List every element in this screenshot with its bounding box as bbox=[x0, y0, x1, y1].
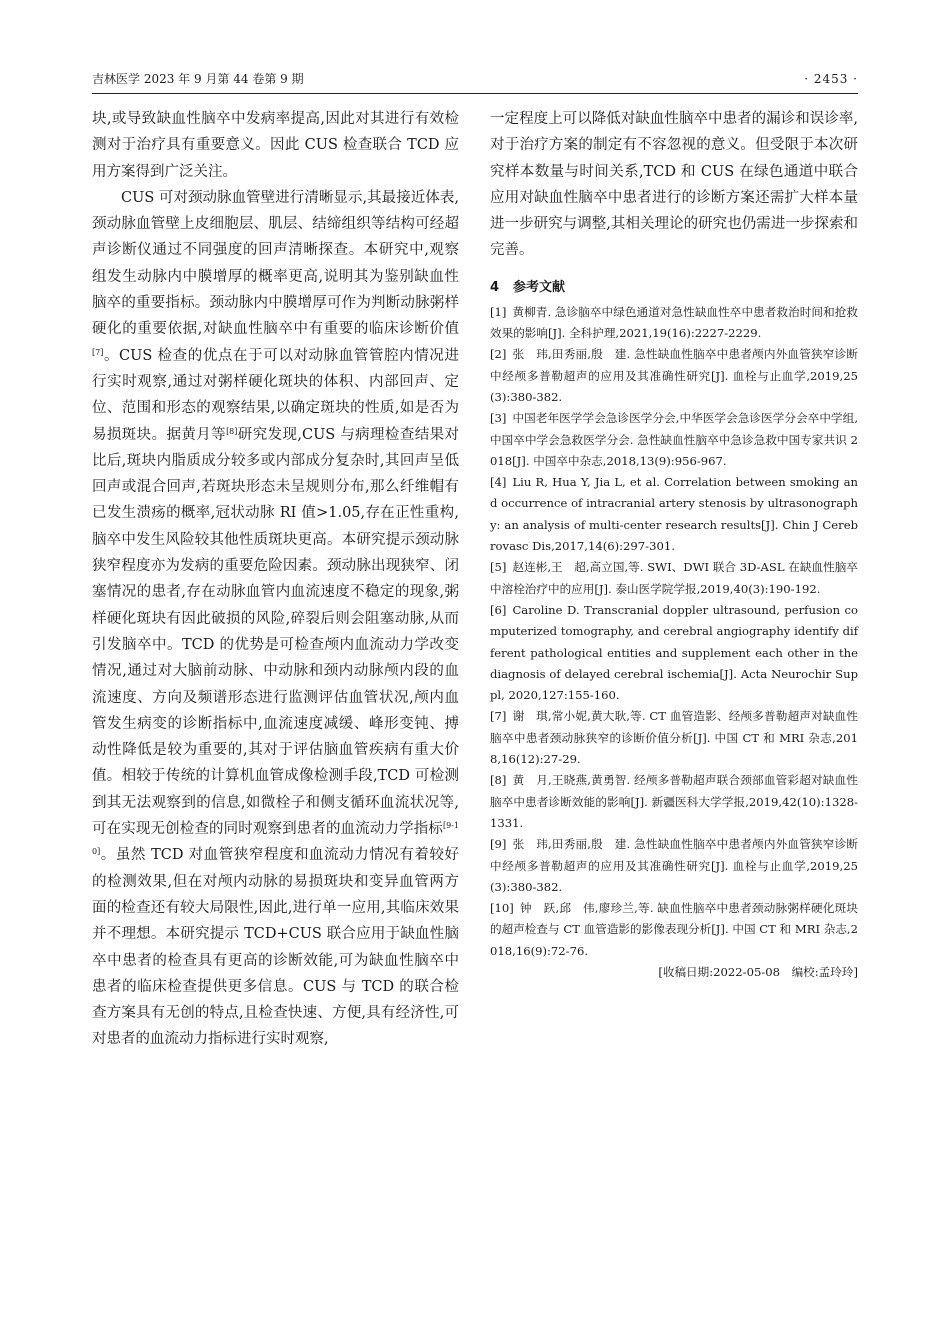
journal-info: 吉林医学 2023 年 9 月第 44 卷第 9 期 bbox=[92, 72, 304, 86]
reference-item bbox=[490, 600, 858, 706]
reference-item bbox=[490, 302, 858, 345]
reference-index: [9] bbox=[490, 837, 507, 852]
citation-marker: [7] bbox=[92, 347, 104, 357]
reference-item bbox=[490, 770, 858, 834]
reference-text: 钟 跃,邱 伟,廖珍兰,等. 缺血性脑卒中患者颈动脉粥样硬化斑块的超声检查与 CT 血管造影的影像表现分析[J]. 中国 CT 和 MRI 杂志,2018,16(9):72-76. bbox=[490, 901, 858, 958]
reference-item bbox=[490, 408, 858, 472]
reference-item bbox=[490, 898, 858, 962]
citation-marker: [9-10] bbox=[92, 821, 459, 857]
reference-item bbox=[490, 706, 858, 770]
reference-text: 中国老年医学学会急诊医学分会,中华医学会急诊医学分会卒中学组,中国卒中学会急救医学分会. 急性缺血性脑卒中急诊急救中国专家共识 2018[J]. 中国卒中杂志,2018,13(9):956-967. bbox=[490, 411, 858, 468]
reference-text: 谢 琪,常小妮,黄大耿,等. CT 血管造影、经颅多普勒超声对缺血性脑卒中患者颈动脉狭窄的诊断价值分析[J]. 中国 CT 和 MRI 杂志,2018,16(12):27-29. bbox=[490, 709, 858, 767]
body-paragraph-continued: 块,或导致缺血性脑卒中发病率提高,因此对其进行有效检测对于治疗具有重要意义。因此 CUS 检查联合 TCD 应用方案得到广泛关注。 bbox=[92, 111, 459, 180]
citation-marker: [8] bbox=[226, 426, 238, 436]
reference-index: [10] bbox=[490, 901, 514, 916]
references-heading bbox=[490, 278, 858, 298]
reference-index: [6] bbox=[490, 602, 507, 617]
reference-index: [1] bbox=[490, 304, 507, 319]
paragraph-text: 。虽然 TCD 对血管狭窄程度和血流动力情况有着较好的检测效果,但在对颅内动脉的易损斑块和变异血管两方面的检查还有较大局限性,因此,进行单一应用,其临床效果并不理想。本研究提示 TCD+CUS 联合应用于缺血性脑卒中患者的检查具有更高的诊断效能,可为缺血性脑卒中患者的临床检查提供更多信息。CUS 与 TCD 的联合检查方案具有无创的特点,且检查快速、方便,具有经济性,可对患者的血流动力指标进行实时观察, bbox=[92, 847, 459, 1048]
reference-text: Caroline D. Transcranial doppler ultrasound, perfusion computerized tomography, and cerebral angiography identify different pathological entities and supplement each other in the diagnosis of delayed cerebral ischemia[J]. Acta Neurochir Suppl, 2020,127:155-160. bbox=[490, 602, 858, 703]
page-number: · 2453 · bbox=[804, 72, 858, 86]
reference-list bbox=[490, 302, 858, 962]
paragraph-text: 研究发现,CUS 与病理检查结果对比后,斑块内脂质成分较多或内部成分复杂时,其回声呈低回声或混合回声,若斑块形态未呈规则分布,那么纤维帽有已发生溃疡的概率,冠状动脉 RI 值>1.05,存在正性重构,脑卒中发生风险较其他性质斑块更高。本研究提示颈动脉狭窄程度亦为发病的重要危险因素。颈动脉出现狭窄、闭塞情况的患者,存在动脉血管内血流速度不稳定的现象,粥样硬化斑块有因此破损的风险,碎裂后则会阻塞动脉,从而引发脑卒中。TCD 的优势是可检查颅内血流动力学改变情况,通过对大脑前动脉、中动脉和颈内动脉颅内段的血流速度、方向及频谱形态进行监测评估血管状况,颅内血管发生病变的诊断指标中,血流速度减缓、峰形变钝、搏动性降低是较为重要的,其对于评估脑血管疾病有重大价值。相较于传统的计算机血管成像检测手段,TCD 可检测到其无法观察到的信息,如微栓子和侧支循环血流状况等,可在实现无创检查的同时观察到患者的血流动力学指标 bbox=[92, 426, 460, 838]
reference-text: 黄 月,王晓燕,黄勇智. 经颅多普勒超声联合颈部血管彩超对缺血性脑卒中患者诊断效能的影响[J]. 新疆医科大学学报,2019,42(10):1328-1331. bbox=[490, 773, 858, 830]
section-number: 4 bbox=[490, 279, 500, 295]
body-paragraph-discussion bbox=[92, 185, 459, 1053]
reference-text: Liu R, Hua Y, Jia L, et al. Correlation between smoking and occurrence of intracranial artery stenosis by ultrasonography: an analysis of multi-center research results[J]. Chin J Cerebrovasc Dis,2017,14(6):297-301. bbox=[490, 475, 858, 554]
paragraph-text: 。CUS 检查的优点在于可以对动脉血管管腔内情况进行实时观察,通过对粥样硬化斑块的体积、内部回声、定位、范围和形态的观察结果,以确定斑块的性质,如是否为易损斑块。据黄月等 bbox=[92, 347, 459, 443]
right-column bbox=[490, 106, 858, 983]
reference-index: [5] bbox=[490, 560, 507, 575]
reference-index: [7] bbox=[490, 709, 507, 724]
section-title: 参考文献 bbox=[513, 279, 566, 295]
reference-index: [3] bbox=[490, 411, 507, 426]
reference-index: [4] bbox=[490, 475, 507, 490]
reference-item bbox=[490, 834, 858, 898]
reference-item bbox=[490, 472, 858, 557]
reference-item bbox=[490, 344, 858, 408]
reference-text: 张 玮,田秀丽,殷 建. 急性缺血性脑卒中患者颅内外血管狭窄诊断中经颅多普勒超声的应用及其准确性研究[J]. 血栓与止血学,2019,25(3):380-382. bbox=[490, 837, 858, 894]
reference-text: 赵连彬,王 超,高立国,等. SWI、DWI 联合 3D-ASL 在缺血性脑卒中溶栓治疗中的应用[J]. 泰山医学院学报,2019,40(3):190-192. bbox=[490, 560, 858, 596]
reference-text: 张 玮,田秀丽,殷 建. 急性缺血性脑卒中患者颅内外血管狭窄诊断中经颅多普勒超声的应用及其准确性研究[J]. 血栓与止血学,2019,25(3):380-382. bbox=[490, 347, 858, 404]
header-divider bbox=[92, 93, 858, 94]
reference-index: [8] bbox=[490, 773, 507, 788]
running-header bbox=[92, 68, 858, 90]
left-column bbox=[92, 106, 459, 1053]
received-date-note: [收稿日期:2022-05-08 编校:孟玲玲] bbox=[658, 964, 858, 979]
reference-item bbox=[490, 557, 858, 600]
reference-text: 黄柳青. 急诊脑卒中绿色通道对急性缺血性卒中患者救治时间和抢救效果的影响[J]. 全科护理,2021,19(16):2227-2229. bbox=[490, 304, 858, 341]
paragraph-text: CUS 可对颈动脉血管壁进行清晰显示,其最接近体表,颈动脉血管壁上皮细胞层、肌层、结缔组织等结构可经超声诊断仪通过不同强度的回声清晰探查。本研究中,观察组发生动脉内中膜增厚的概率更高,说明其为鉴别缺血性脑卒的重要指标。颈动脉内中膜增厚可作为判断动脉粥样硬化的重要依据,对缺血性脑卒中有重要的临床诊断价值 bbox=[92, 189, 459, 338]
body-paragraph-conclusion: 一定程度上可以降低对缺血性脑卒中患者的漏诊和误诊率,对于治疗方案的制定有不容忽视的意义。但受限于本次研究样本数量与时间关系,TCD 和 CUS 在绿色通道中联合应用对缺血性脑卒中患者进行的诊断方案还需扩大样本量进一步研究与调整,其相关理论的研究也仍需进一步探索和完善。 bbox=[490, 111, 858, 259]
reference-index: [2] bbox=[490, 347, 507, 362]
